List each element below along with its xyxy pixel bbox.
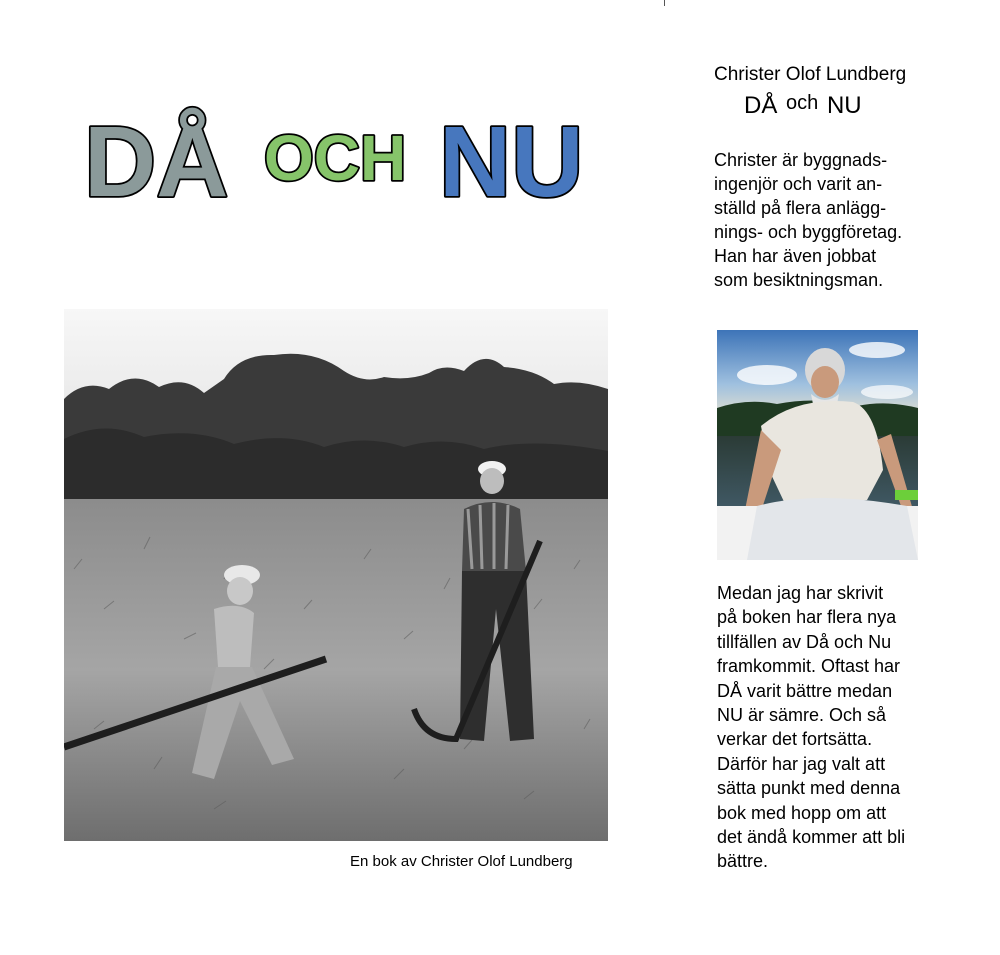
bio-line: ingenjör och varit an- <box>714 174 883 194</box>
bio-line: som besiktningsman. <box>714 270 884 290</box>
bio-line: nings- och byggföretag. <box>714 222 903 242</box>
photo-credit: En bok av Christer Olof Lundberg <box>350 853 573 870</box>
small-title <box>744 92 862 120</box>
author-bio <box>714 148 944 292</box>
body-line: sätta punkt med denna <box>717 778 901 799</box>
cover-title-da: DÅ <box>84 106 229 208</box>
body-line: verkar det fortsätta. <box>717 729 873 750</box>
body-line: bok med hopp om att <box>717 802 887 823</box>
body-line: DÅ varit bättre medan <box>717 680 893 701</box>
spine-mark <box>664 0 665 6</box>
body-line: bättre. <box>717 851 769 872</box>
body-text <box>717 581 957 874</box>
small-title-da: DÅ <box>744 92 778 119</box>
bio-line: ställd på flera anlägg- <box>714 198 887 218</box>
cover-title-nu: NU <box>439 106 584 208</box>
body-line: tillfällen av Då och Nu <box>717 631 892 652</box>
author-name: Christer Olof Lundberg <box>714 64 907 85</box>
cover-title-och: OCH <box>264 122 407 194</box>
body-line: framkommit. Oftast har <box>717 656 901 677</box>
main-photo <box>64 309 608 841</box>
body-line: Medan jag har skrivit <box>717 583 884 603</box>
small-title-och: och <box>786 92 819 114</box>
small-title-nu: NU <box>826 92 862 119</box>
bio-line: Han har även jobbat <box>714 246 877 266</box>
body-line: NU är sämre. Och så <box>717 705 887 726</box>
author-portrait <box>717 330 918 560</box>
body-line: det ändå kommer att bli <box>717 827 906 848</box>
cover-title <box>84 98 604 208</box>
bio-line: Christer är byggnads- <box>714 150 888 170</box>
body-line: på boken har flera nya <box>717 607 897 628</box>
body-line: Därför har jag valt att <box>717 753 886 774</box>
